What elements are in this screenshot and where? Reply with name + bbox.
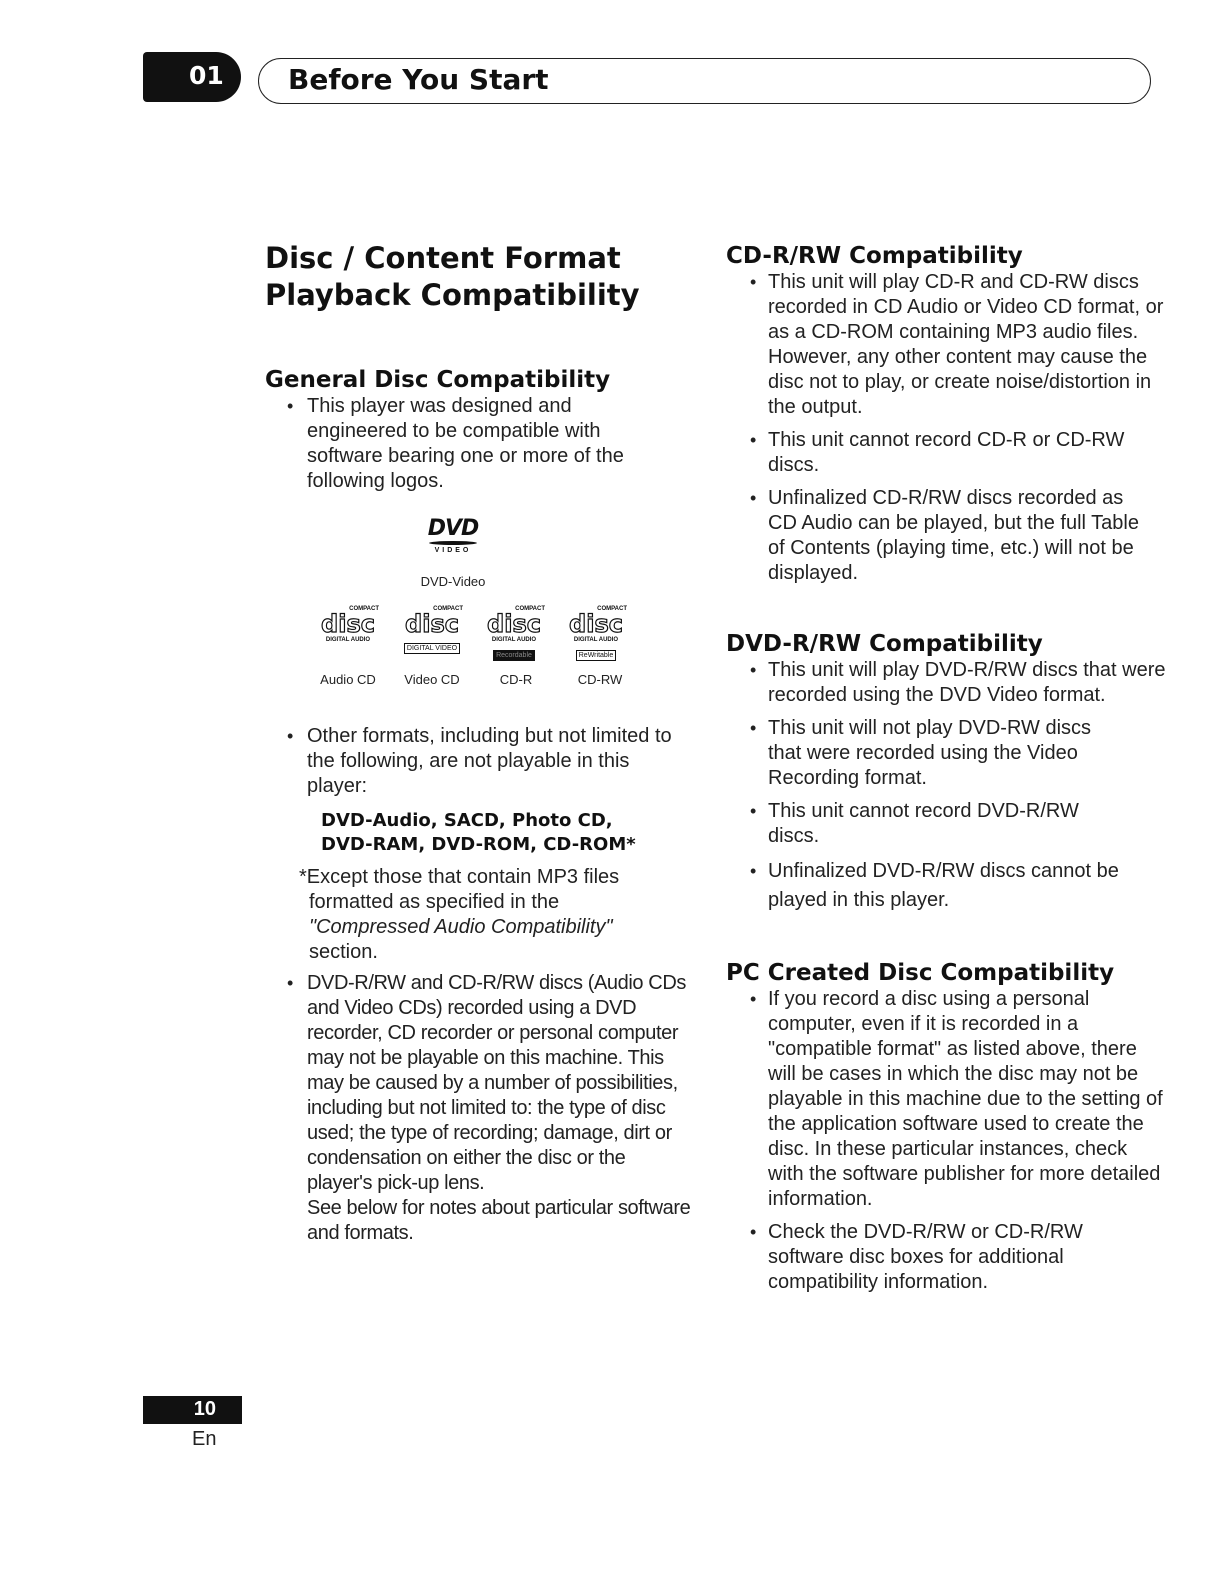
other-formats-list xyxy=(265,724,695,799)
chapter-number: 01 xyxy=(189,61,224,90)
footnote-suffix: section. xyxy=(309,941,378,963)
list-item: • This unit will play CD-R and CD-RW discs recorded in CD Audio or Video CD format, or as a CD-ROM containing MP3 audio files. However, any other content may cause the disc not to play, or create noise/distortion in the output. xyxy=(726,270,1166,420)
video-cd-caption: Video CD xyxy=(404,672,460,687)
digital-audio-word: DIGITAL AUDIO xyxy=(491,637,537,643)
rewritable-word: ReWritable xyxy=(576,650,617,661)
footnote xyxy=(265,865,695,965)
audio-cd-caption: Audio CD xyxy=(320,672,376,687)
page-language: En xyxy=(192,1428,217,1450)
page-title-line2: Playback Compatibility xyxy=(265,278,640,312)
list-item: • Other formats, including but not limited to the following, are not playable in this player: xyxy=(265,724,695,799)
compact-word: COMPACT xyxy=(597,606,627,612)
disc-word: disc xyxy=(405,610,459,638)
disc-word: disc xyxy=(321,610,375,638)
cdrw-compat-heading: CD-R/RW Compatibility xyxy=(726,243,1023,269)
list-item: • If you record a disc using a personal computer, even if it is recorded in a "compatible format" as listed above, there will be cases in which the disc may not be playable in this machine due to the setting of the application software used to create the disc. In these particular instances, check with the software publisher for more detailed information. xyxy=(726,987,1166,1212)
dvd-video-caption: DVD-Video xyxy=(420,574,486,589)
cdrw-compat-list xyxy=(726,270,1166,586)
disc-word: disc xyxy=(569,610,623,638)
cd-r-caption: CD-R xyxy=(499,672,533,687)
recordable-word: Recordable xyxy=(493,650,535,661)
recorded-discs-text: DVD-R/RW and CD-R/RW discs (Audio CDs and Video CDs) recorded using a DVD recorder, CD recorder or personal computer may not be playable on this machine. This may be caused by a number of possibilities, including but not limited to: the type of disc used; the type of recording; damage, dirt or condensation on either the disc or the player's pick-up lens. xyxy=(307,972,686,1194)
general-compat-heading: General Disc Compatibility xyxy=(265,367,611,393)
list-item: • Check the DVD-R/RW or CD-R/RW software disc boxes for additional compatibility information. xyxy=(726,1220,1166,1295)
disc-word: disc xyxy=(487,610,541,638)
page-number: 10 xyxy=(193,1398,216,1420)
digital-audio-word: DIGITAL AUDIO xyxy=(573,637,619,643)
cd-r-logo xyxy=(483,606,545,659)
list-item: • Unfinalized CD-R/RW discs recorded as CD Audio can be played, but the full Table of Contents (playing time, etc.) will not be displayed. xyxy=(726,486,1166,586)
list-item: • Unfinalized DVD-R/RW discs cannot be played in this player. xyxy=(726,857,1166,915)
section-title: Before You Start xyxy=(288,63,549,96)
cd-rw-logo xyxy=(565,606,627,659)
unplayable-line1: DVD-Audio, SACD, Photo CD, xyxy=(321,810,613,831)
page-title xyxy=(265,240,695,314)
compact-word: COMPACT xyxy=(433,606,463,612)
digital-video-word: DIGITAL VIDEO xyxy=(404,643,460,654)
audio-cd-logo xyxy=(317,606,379,656)
list-item xyxy=(265,971,695,1246)
list-item: • This player was designed and engineered to be compatible with software bearing one or more of the following logos. xyxy=(265,394,695,494)
recorded-discs-list xyxy=(265,971,695,1246)
digital-audio-word: DIGITAL AUDIO xyxy=(325,637,371,643)
general-compat-list xyxy=(265,394,695,494)
list-item: • This unit cannot record CD-R or CD-RW discs. xyxy=(726,428,1166,478)
list-item: • This unit cannot record DVD-R/RW discs. xyxy=(726,799,1166,849)
footnote-italic: "Compressed Audio Compatibility" xyxy=(309,916,613,938)
pc-compat-heading: PC Created Disc Compatibility xyxy=(726,960,1115,986)
list-item: • This unit will play DVD-R/RW discs that were recorded using the DVD Video format. xyxy=(726,658,1166,708)
page-title-line1: Disc / Content Format xyxy=(265,241,621,275)
pc-compat-list xyxy=(726,987,1166,1295)
dvd-video-word: VIDEO xyxy=(434,547,472,554)
right-column xyxy=(726,242,1166,1295)
dvd-logo-mark: DVD xyxy=(427,516,479,541)
footnote-prefix: *Except those that contain MP3 files formatted as specified in the xyxy=(299,866,620,913)
unplayable-line2: DVD-RAM, DVD-ROM, CD-ROM* xyxy=(321,834,636,855)
chapter-tab xyxy=(143,52,241,102)
video-cd-logo xyxy=(401,606,463,656)
compact-word: COMPACT xyxy=(515,606,545,612)
dvd-disc-icon xyxy=(429,541,477,545)
dvdrw-compat-heading: DVD-R/RW Compatibility xyxy=(726,631,1043,657)
dvd-video-logo xyxy=(423,518,483,554)
page-number-tab xyxy=(143,1396,242,1424)
disc-logos xyxy=(265,494,695,724)
compact-word: COMPACT xyxy=(349,606,379,612)
unplayable-formats xyxy=(265,809,695,857)
recorded-discs-note: See below for notes about particular software and formats. xyxy=(307,1197,691,1244)
list-item: • This unit will not play DVD-RW discs that were recorded using the Video Recording format. xyxy=(726,716,1166,791)
left-column xyxy=(265,240,695,1246)
dvdrw-compat-list xyxy=(726,658,1166,915)
cd-rw-caption: CD-RW xyxy=(577,672,623,687)
